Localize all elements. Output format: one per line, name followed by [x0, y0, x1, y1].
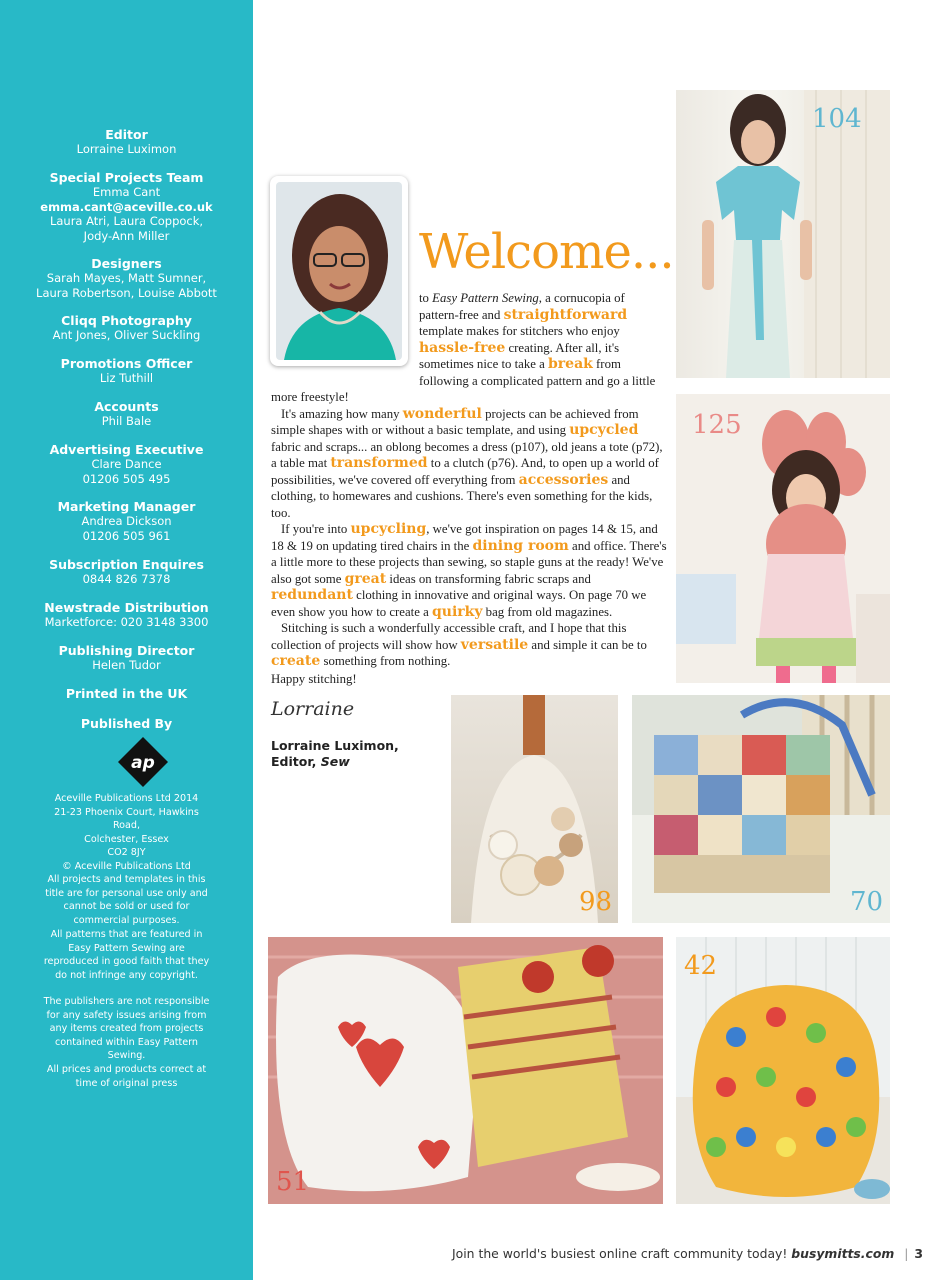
keyword-hassle-free: hassle-free — [419, 339, 506, 356]
keyword-create: create — [271, 653, 321, 669]
credit-name: Sarah Mayes, Matt Sumner, — [46, 271, 207, 286]
photo-bag[interactable] — [632, 695, 890, 923]
legal-notice-safety: The publishers are not responsible for any safety issues arising from any items created from projects contained within Easy Pattern Sewing. — [43, 996, 210, 1062]
credit-title: Publishing Director — [58, 643, 195, 658]
credit-title: Editor — [105, 127, 148, 142]
footer-tagline: Join the world's busiest online craft community today! — [452, 1246, 792, 1261]
designers-credit — [0, 257, 253, 300]
masthead-sidebar — [0, 0, 253, 1280]
keyword-redundant: redundant — [271, 587, 353, 603]
credit-name: Clare Dance — [91, 457, 162, 472]
page-number-beanbag: 42 — [684, 951, 718, 981]
phone-number: 0844 826 7378 — [82, 572, 171, 587]
credit-name: Emma Cant — [92, 185, 161, 200]
aceville-logo — [118, 737, 168, 787]
paragraph-2: It's amazing how many wonderful projects can be achieved from simple shapes with or without a basic template, and using upcycled fabric and scraps... an oblong becomes a dress (p107), old jeans a tote (p72), a table mat transformed to a clutch (p76). And, to open up a world of possibilities, we've covered off everything from accessories and clothing, to homewares and cushions. There's even something for the kids, too. — [271, 405, 663, 520]
credit-title: Promotions Officer — [60, 356, 193, 371]
credit-title: Subscription Enquires — [49, 557, 204, 572]
photo-dress[interactable] — [676, 90, 890, 378]
photo-beanbag[interactable] — [676, 937, 890, 1204]
page-number: 3 — [914, 1246, 924, 1261]
credit-title: Accounts — [94, 399, 159, 414]
keyword-great: great — [344, 570, 387, 587]
credit-name: Helen Tudor — [92, 658, 161, 673]
paragraph-4: Stitching is such a wonderfully accessible craft, and I hope that this collection of projects will show how versatile and simple it can be to create something from nothing. — [271, 621, 647, 669]
logo-text: ap — [131, 753, 155, 773]
page-number-bag: 70 — [850, 887, 884, 917]
credit-name: Marketforce: 020 3148 3300 — [44, 615, 209, 630]
page-number-flower-dress: 125 — [692, 410, 742, 440]
published-by-label: Published By — [80, 716, 173, 731]
keyword-transformed: transformed — [330, 455, 428, 471]
photo-necklace[interactable] — [451, 695, 618, 923]
author-credit — [271, 738, 399, 770]
credit-name: Jody-Ann Miller — [83, 228, 170, 243]
credit-title: Advertising Executive — [49, 442, 204, 457]
credit-name: Andrea Dickson — [81, 514, 172, 529]
author-role: Editor, Sew — [271, 754, 350, 769]
printed-note: Printed in the UK — [65, 686, 188, 701]
credit-title: Cliqq Photography — [61, 313, 192, 328]
legal-notice-copyright: All patterns that are featured in Easy Pattern Sewing are reproduced in good faith that they do not infringe any copyright. — [43, 929, 210, 981]
credit-name: Phil Bale — [101, 414, 152, 429]
credit-title: Marketing Manager — [57, 499, 196, 514]
photography-credit — [0, 314, 253, 343]
page-footer — [452, 1246, 923, 1261]
keyword-break: break — [548, 356, 593, 372]
keyword-accessories: accessories — [518, 471, 609, 488]
promotions-credit — [0, 357, 253, 386]
credit-title: Newstrade Distribution — [44, 600, 209, 615]
paragraph-3: If you're into upcycling, we've got inspiration on pages 14 & 15, and 18 & 19 on updating tired chairs in the dining room and office. There's a little more to these projects than sewing, so staple guns at the ready! We've also got some great ideas on transforming fabric scraps and redundant clothing in innovative and original ways. On page 70 we even show you how to create a quirky bag from old magazines. — [271, 521, 667, 620]
footer-separator: | — [904, 1246, 909, 1261]
keyword-quirky: quirky — [431, 603, 483, 620]
sign-off: Happy stitching! — [271, 672, 357, 686]
advertising-credit — [0, 443, 253, 486]
editor-signature: Lorraine — [271, 698, 355, 720]
phone-number: 01206 505 495 — [82, 471, 171, 486]
publisher-address: Aceville Publications Ltd 2014 21-23 Phoenix Court, Hawkins Road, Colchester, Essex CO2 8JY © Aceville Publications Ltd — [54, 793, 199, 872]
footer-site-link[interactable]: busymitts.com — [791, 1246, 895, 1261]
legal-notice-prices: All prices and products correct at time of original press — [46, 1064, 207, 1089]
special-projects-credit — [0, 171, 253, 243]
credit-title: Designers — [91, 256, 162, 271]
keyword-wonderful: wonderful — [402, 405, 482, 422]
photo-flower-dress[interactable] — [676, 394, 890, 683]
page-number-dress: 104 — [812, 104, 862, 134]
legal-notice-personal-use: All projects and templates in this title are for personal use only and cannot be sold or used for commercial purposes. — [45, 874, 208, 926]
accounts-credit — [0, 400, 253, 429]
credit-name: Ant Jones, Oliver Suckling — [52, 328, 201, 343]
author-name: Lorraine Luximon, — [271, 738, 399, 753]
credit-title: Special Projects Team — [49, 170, 204, 185]
keyword-upcycling: upcycling — [350, 521, 427, 537]
marketing-credit — [0, 500, 253, 543]
keyword-upcycled: upcycled — [569, 422, 639, 438]
publishing-director-credit — [0, 644, 253, 673]
credit-name: Liz Tuthill — [99, 371, 154, 386]
page-number-necklace: 98 — [579, 887, 613, 917]
keyword-dining-room: dining room — [472, 537, 569, 554]
page-number-cushions: 51 — [276, 1167, 310, 1197]
phone-number: 01206 505 961 — [82, 528, 171, 543]
email-link[interactable]: emma.cant@aceville.co.uk — [40, 199, 213, 214]
welcome-title: Welcome... — [419, 224, 674, 280]
subscription-credit — [0, 558, 253, 587]
welcome-article — [271, 290, 667, 670]
newstrade-credit — [0, 601, 253, 630]
cushions-image — [268, 937, 663, 1204]
credit-name: Laura Robertson, Louise Abbott — [36, 285, 217, 300]
credit-name: Lorraine Luximon — [76, 142, 177, 157]
keyword-versatile: versatile — [460, 636, 529, 653]
paragraph-1: to Easy Pattern Sewing, a cornucopia of pattern-free and straightforward template makes for stitchers who enjoy hassle-free creating. After all, it's sometimes nice to take a break from following a complicated pattern and go a little more freestyle! — [271, 291, 656, 404]
editor-credit — [0, 128, 253, 157]
portrait-wrap-spacer — [271, 290, 419, 378]
photo-cushions[interactable] — [268, 937, 663, 1204]
keyword-straightforward: straightforward — [503, 306, 628, 323]
credit-name: Laura Atri, Laura Coppock, — [49, 214, 204, 229]
